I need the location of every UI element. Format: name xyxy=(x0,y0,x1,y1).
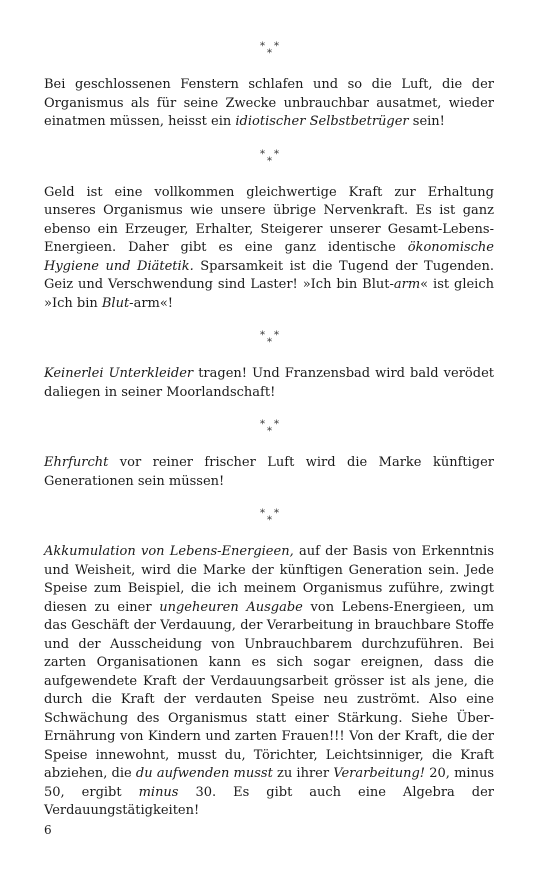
italic-text-run: minus xyxy=(138,784,179,800)
italic-text-run: ungeheuren Ausgabe xyxy=(159,599,303,615)
section-separator: * * * xyxy=(260,419,279,437)
italic-text-run: Akkumulation von Lebens-Energieen, xyxy=(44,544,294,559)
section-separator: * * * xyxy=(260,508,279,526)
text-run: -arm«! xyxy=(129,295,174,311)
text-run: Bei geschlossenen Fenstern schlafen und so die Luft, die der Organismus als für seine Zwecke unbrauchbar ausatmet, wieder einatmen müssen, heisst ein xyxy=(44,77,494,129)
text-run: vor reiner frischer Luft wird die Marke künftiger Generationen sein müssen! xyxy=(44,455,494,489)
italic-text-run: Blut xyxy=(101,295,130,311)
italic-text-run: Keinerlei Unterkleider xyxy=(44,366,194,381)
italic-text-run: ökonomische Hygiene und Diätetik. xyxy=(44,240,494,274)
section-separator: * * * xyxy=(260,41,279,59)
italic-text-run: Verarbeitung! xyxy=(333,766,426,781)
text-run: 30. Es gibt auch eine Algebra der Verdauungstätigkeiten! xyxy=(44,784,494,818)
text-run: Geld ist eine vollkommen gleichwertige Kraft zur Erhaltung unseres Organismus wie unsere übrige Nervenkraft. Es ist ganz ebenso ein Erzeuger, Erhalter, Steigerer unserer Gesamt-Lebens-Energieen. Daher gibt es eine ganz identische xyxy=(44,184,494,255)
text-run: zu ihrer xyxy=(272,766,334,781)
paragraph xyxy=(44,184,494,314)
text-run: von Lebens-Energieen, um das Geschäft der Verdauung, der Verarbeitung in brauchbare Stoffe und der Ausscheidung von Unbrauchbarem durchzuführen. Bei zarten Organisationen kann es sich sogar ereignen, dass die aufgewendete Kraft der Verdauungsarbeit grösser ist als jene, die durch die Kraft der verdauten Speise neu zuströmt. Also eine Schwächung des Organismus statt einer Stärkung. Siehe Über-Ernährung von Kindern und zarten Frauen!!! Von der Kraft, die der Speise innewohnt, musst du, Törichter, Leichtsinniger, die Kraft abziehen, die xyxy=(44,599,494,781)
page-body xyxy=(44,40,494,837)
paragraph xyxy=(44,365,494,402)
italic-text-run: idiotischer Selbstbetrüger xyxy=(235,114,409,129)
section-separator: * * * xyxy=(260,330,279,348)
text-run: 20, minus 50, ergibt xyxy=(44,766,495,800)
paragraph xyxy=(44,543,494,821)
text-run: sein! xyxy=(408,114,445,129)
italic-text-run: arm xyxy=(393,277,421,292)
italic-text-run: du aufwenden musst xyxy=(135,766,273,781)
text-run: « ist gleich »Ich bin xyxy=(44,277,494,311)
text-run: auf der Basis von Erkenntnis und Weisheit, wird die Marke der künftigen Generation sein. Jede Speise zum Beispiel, die ich meinem Organismus zuführe, zwingt diesen zu einer xyxy=(44,544,494,615)
text-run: Sparsamkeit ist die Tugend der Tugenden. Geiz und Verschwendung sind Laster! »Ich bin Blut- xyxy=(44,258,494,292)
section-separator: * * * xyxy=(260,148,279,167)
italic-text-run: Ehrfurcht xyxy=(44,455,109,470)
page-number: 6 xyxy=(44,823,52,837)
paragraph xyxy=(44,76,494,132)
paragraph xyxy=(44,454,494,491)
text-run: tragen! Und Franzensbad wird bald verödet daliegen in seiner Moorlandschaft! xyxy=(44,366,494,400)
